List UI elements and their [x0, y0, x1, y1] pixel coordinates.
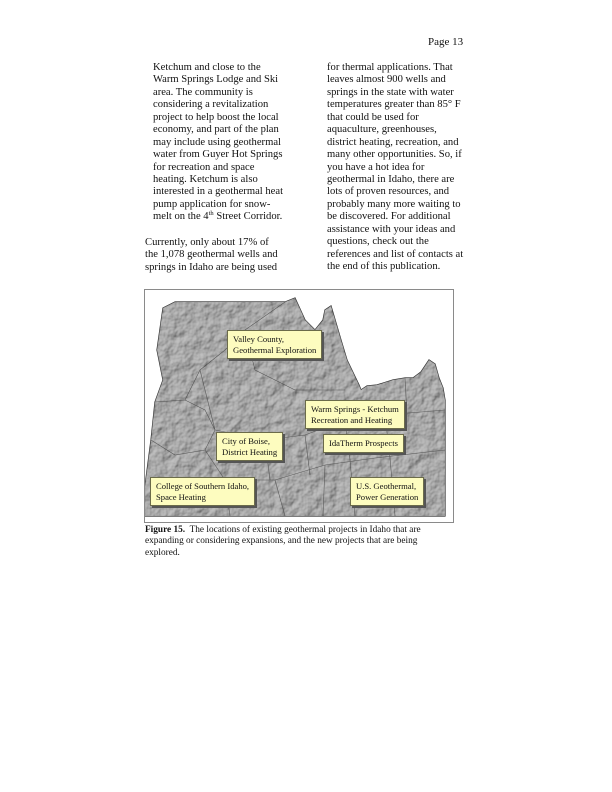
text-fragment: melt on the 4 [153, 211, 209, 223]
text-line: district heating, recreation, and [327, 136, 459, 148]
text-line: pump application for snow- [153, 198, 271, 210]
text-line: springs in Idaho are being used [145, 261, 278, 273]
callout-text: Valley County, [233, 334, 284, 344]
caption-line [145, 525, 455, 536]
text-line: economy, and part of the plan [153, 124, 279, 136]
text-line: Currently, only about 17% of [145, 236, 269, 248]
callout-us-geothermal [350, 477, 424, 506]
text-line: area. The community is [153, 86, 253, 98]
text-line [145, 211, 315, 223]
right-text-column [327, 62, 477, 273]
text-line: aquaculture, greenhouses, [327, 124, 437, 136]
caption-line: explored. [145, 547, 180, 558]
paragraph-usage [145, 237, 315, 274]
caption-label: Figure 15. [145, 525, 186, 535]
text-line: questions, check out the [327, 236, 429, 248]
callout-text: District Heating [222, 446, 278, 457]
text-line: considering a revitalization [153, 99, 269, 111]
callout-text: City of Boise, [222, 436, 270, 446]
callout-text: Geothermal Exploration [233, 344, 317, 355]
figure-caption [145, 525, 455, 559]
text-line: heating. Ketchum is also [153, 173, 258, 185]
left-text-column [145, 62, 315, 274]
text-line: that could be used for [327, 111, 419, 123]
callout-text: Power Generation [356, 491, 419, 502]
text-line: the 1,078 geothermal wells and [145, 249, 278, 261]
text-line: assistance with your ideas and [327, 223, 456, 235]
idaho-geothermal-map-figure [144, 289, 454, 523]
caption-text: The locations of existing geothermal projects in Idaho that are [185, 525, 421, 535]
text-line: Warm Springs Lodge and Ski [153, 74, 279, 86]
superscript: th [208, 210, 214, 218]
callout-text: IdaTherm Prospects [329, 438, 398, 448]
text-line: may include using geothermal [153, 136, 281, 148]
callout-text: College of Southern Idaho, [156, 481, 250, 491]
text-line: references and list of contacts at [327, 248, 464, 260]
callout-text: Space Heating [156, 491, 206, 502]
text-line: probably many more waiting to [327, 198, 461, 210]
text-line: be discovered. For additional [327, 211, 451, 223]
callout-idatherm-prospects [323, 434, 404, 453]
callout-valley-county [227, 330, 322, 359]
text-line: Ketchum and close to the [153, 62, 261, 73]
callout-text: Recreation and Heating [311, 414, 393, 425]
page-number: Page 13 [428, 36, 464, 48]
text-line: for thermal applications. That [327, 62, 453, 73]
callout-warm-springs-ketchum [305, 400, 405, 429]
text-line: the end of this publication. [327, 261, 441, 272]
text-line: for recreation and space [153, 161, 255, 173]
text-line: geothermal in Idaho, there are [327, 173, 455, 185]
caption-line: expanding or considering expansions, and the new projects that are being [145, 536, 418, 547]
text-line: many other opportunities. So, if [327, 149, 462, 161]
text-fragment: Street Corridor. [213, 211, 283, 223]
text-line: water from Guyer Hot Springs [153, 149, 283, 161]
callout-college-of-southern-idaho [150, 477, 255, 506]
text-line: project to help boost the local [153, 111, 279, 123]
text-line: leaves almost 900 wells and [327, 74, 446, 86]
text-line: lots of proven resources, and [327, 186, 450, 198]
callout-text: U.S. Geothermal, [356, 481, 417, 491]
paragraph-gap [145, 224, 315, 237]
callout-city-of-boise [216, 432, 283, 461]
text-line: interested in a geothermal heat [153, 186, 284, 198]
text-line: temperatures greater than 85° F [327, 99, 461, 111]
paragraph-ketchum [145, 62, 315, 224]
callout-text: Warm Springs - Ketchum [311, 404, 399, 414]
text-line: you have a hot idea for [327, 161, 425, 173]
text-line: springs in the state with water [327, 86, 454, 98]
